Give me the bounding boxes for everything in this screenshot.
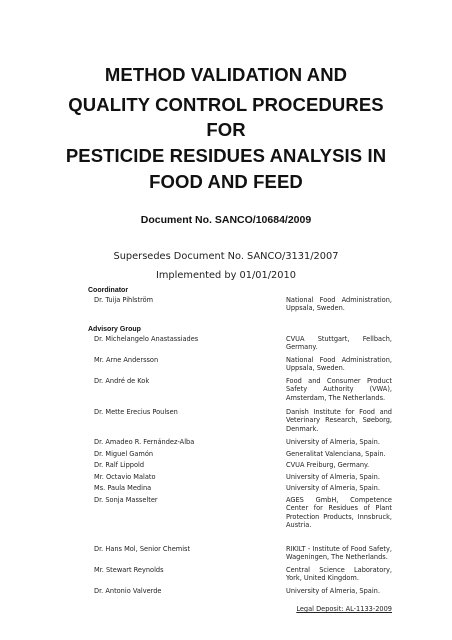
supersedes-line: Supersedes Document No. SANCO/3131/2007 <box>113 251 339 262</box>
coordinator-label: Coordinator <box>88 287 129 294</box>
advisory-member-name: Dr. Mette Erecius Poulsen <box>94 408 178 416</box>
advisory-member-affiliation: RIKILT - Institute of Food Safety, Wageningen, The Netherlands. <box>286 545 392 562</box>
advisory-group-label: Advisory Group <box>88 326 141 333</box>
advisory-member-affiliation: CVUA Freiburg, Germany. <box>286 461 370 469</box>
advisory-member-affiliation: Generalitat Valenciana, Spain. <box>286 450 386 458</box>
advisory-member-name: Dr. Amadeo R. Fernández-Alba <box>94 438 195 446</box>
advisory-member-affiliation: Danish Institute for Food and Veterinary Research, Søeborg, Denmark. <box>286 408 392 433</box>
advisory-member-affiliation: University of Almeria, Spain. <box>286 587 380 595</box>
advisory-member-affiliation: Central Science Laboratory, York, United Kingdom. <box>286 566 392 583</box>
title-line-1: METHOD VALIDATION AND <box>104 64 348 85</box>
document-number: Document No. SANCO/10684/2009 <box>140 214 312 226</box>
advisory-member-name: Dr. Hans Mol, Senior Chemist <box>94 545 191 553</box>
title-line-2: QUALITY CONTROL PROCEDURES <box>68 94 384 115</box>
advisory-member-name: Dr. Antonio Valverde <box>94 587 162 595</box>
legal-deposit: Legal Deposit: AL-1133-2009 <box>296 605 392 613</box>
advisory-member-name: Dr. Sonja Masselter <box>94 496 158 504</box>
advisory-member-affiliation: Food and Consumer Product Safety Authority (VWA), Amsterdam, The Netherlands. <box>286 377 392 402</box>
advisory-member-name: Dr. Ralf Lippold <box>94 461 145 469</box>
advisory-member-affiliation: University of Almeria, Spain. <box>286 484 380 492</box>
title-line-3: FOR <box>206 119 246 140</box>
advisory-member-name: Mr. Arne Andersson <box>94 356 159 364</box>
title-line-4: PESTICIDE RESIDUES ANALYSIS IN <box>65 145 387 166</box>
advisory-member-affiliation: AGES GmbH, Competence Center for Residues of Plant Protection Products, Innsbruck, Austria. <box>286 496 392 529</box>
advisory-member-affiliation: University of Almeria, Spain. <box>286 473 380 481</box>
coordinator-name: Dr. Tuija Pihlström <box>94 296 154 304</box>
advisory-member-name: Dr. André de Kok <box>94 377 150 385</box>
advisory-member-name: Ms. Paula Medina <box>94 484 152 492</box>
implemented-line: Implemented by 01/01/2010 <box>156 270 296 281</box>
advisory-member-affiliation: University of Almeria, Spain. <box>286 438 380 446</box>
advisory-member-name: Mr. Octavio Malato <box>94 473 156 481</box>
advisory-member-name: Dr. Miguel Gamón <box>94 450 154 458</box>
advisory-member-affiliation: CVUA Stuttgart, Fellbach, Germany. <box>286 335 392 352</box>
advisory-member-name: Dr. Michelangelo Anastassiades <box>94 335 199 343</box>
advisory-member-name: Mr. Stewart Reynolds <box>94 566 164 574</box>
coordinator-affiliation: National Food Administration, Uppsala, Sweden. <box>286 296 392 313</box>
title-line-5: FOOD AND FEED <box>149 171 303 192</box>
advisory-member-affiliation: National Food Administration, Uppsala, Sweden. <box>286 356 392 373</box>
